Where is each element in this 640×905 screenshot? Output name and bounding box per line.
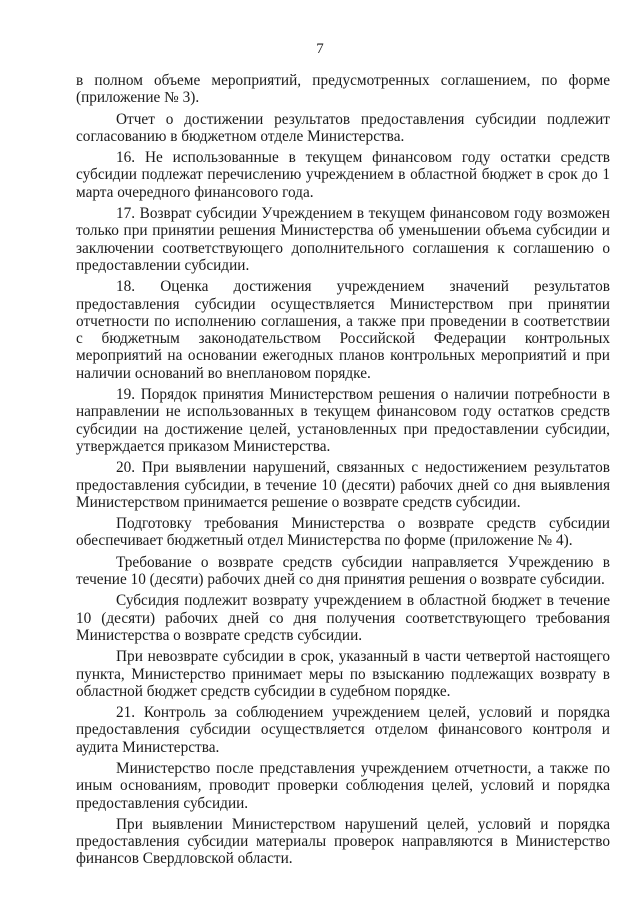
paragraph-16: 16. Не использованные в текущем финансовом году остатки средств субсидии подлежат перечислению учреждением в областной бюджет в срок до 1 марта очередного финансового года.	[76, 149, 610, 201]
paragraph-requirement-sending: Требование о возврате средств субсидии направляется Учреждению в течение 10 (десяти) рабочих дней со дня принятия решения о возврате субсидии.	[76, 553, 610, 589]
paragraph-inspections: Министерство после представления учреждением отчетности, а также по иным основаниям, проводит проверки соблюдения целей, условий и порядка предоставления субсидии.	[76, 759, 610, 812]
paragraph-19: 19. Порядок принятия Министерством решения о наличии потребности в направлении не использованных в текущем финансовом году остатков средств субсидии на достижение целей, установленных при предоставлении субсидии, утверждается приказом Министерства.	[76, 386, 610, 455]
paragraph-non-return: При невозврате субсидии в срок, указанный в части четвертой настоящего пункта, Министерство принимает меры по взысканию подлежащих возврату в областной бюджет средств субсидии в судебном порядке.	[76, 648, 610, 700]
paragraph-violations: При выявлении Министерством нарушений целей, условий и порядка предоставления субсидии материалы проверок направляются в Министерство финансов Свердловской области.	[76, 815, 610, 868]
document-body	[76, 72, 610, 872]
paragraph-18: 18. Оценка достижения учреждением значений результатов предоставления субсидии осуществляется Министерством при принятии отчетности по исполнению соглашения, а также при проведении в соответствии с бюджетным законодательством Российской Федерации контрольных мероприятий на основании ежегодных планов контрольных мероприятий и при наличии оснований во внеплановом порядке.	[76, 278, 610, 382]
paragraph-subsidy-return: Субсидия подлежит возврату учреждением в областной бюджет в течение 10 (десяти) рабочих дней со дня получения соответствующего требования Министерства о возврате средств субсидии.	[76, 592, 610, 644]
paragraph-report-approval: Отчет о достижении результатов предоставления субсидии подлежит согласованию в бюджетном отделе Министерства.	[76, 110, 610, 145]
paragraph-17: 17. Возврат субсидии Учреждением в текущем финансовом году возможен только при принятии решения Министерства об уменьшении объема субсидии и заключении соответствующего дополнительного соглашения к соглашению о предоставлении субсидии.	[76, 205, 610, 274]
page-number: 7	[316, 41, 324, 57]
paragraph-20: 20. При выявлении нарушений, связанных с недостижением результатов предоставления субсидии, в течение 10 (десяти) рабочих дней со дня выявления Министерством принимается решение о возврате средств субсидии.	[76, 459, 610, 511]
paragraph-continuation: в полном объеме мероприятий, предусмотренных соглашением, по форме (приложение № 3).	[76, 72, 610, 107]
paragraph-21: 21. Контроль за соблюдением учреждением целей, условий и порядка предоставления субсидии осуществляется отделом финансового контроля и аудита Министерства.	[76, 704, 610, 756]
paragraph-requirement-preparation: Подготовку требования Министерства о возврате средств субсидии обеспечивает бюджетный отдел Министерства по форме (приложение № 4).	[76, 515, 610, 550]
